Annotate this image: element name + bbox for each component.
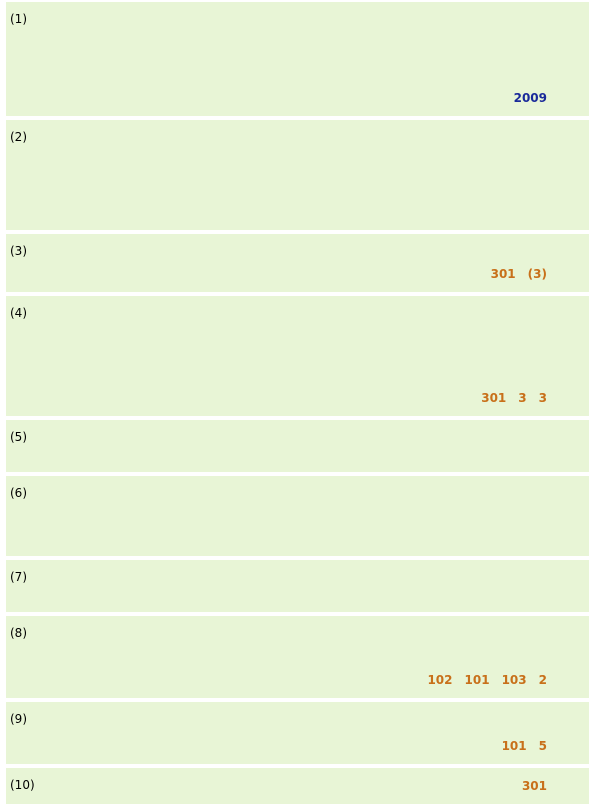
- paragraph-text: [36, 124, 587, 144]
- highlighted-number: 301: [490, 267, 516, 281]
- paragraph-number: (10): [10, 778, 35, 792]
- paragraph-text: [36, 706, 587, 726]
- paragraph-2: [6, 120, 589, 230]
- highlighted-figures: [479, 385, 549, 412]
- paragraph-4: [6, 296, 589, 416]
- paragraph-text: [36, 480, 587, 500]
- highlighted-number: 5: [538, 739, 547, 753]
- highlighted-number: 3: [538, 391, 547, 405]
- highlighted-number: (3): [527, 267, 547, 281]
- paragraph-number: (9): [10, 712, 27, 726]
- highlighted-year: 2009: [513, 91, 547, 105]
- paragraph-number: (7): [10, 570, 27, 584]
- paragraph-text: [36, 620, 587, 640]
- highlighted-number: 103: [501, 673, 527, 687]
- paragraph-8: [6, 616, 589, 698]
- paragraph-number: (2): [10, 130, 27, 144]
- highlighted-number: 301: [521, 779, 547, 793]
- highlighted-number: 301: [481, 391, 507, 405]
- paragraph-number: (3): [10, 244, 27, 258]
- highlighted-number: 101: [501, 739, 527, 753]
- paragraph-9: [6, 702, 589, 764]
- highlighted-figures: [500, 733, 549, 760]
- highlighted-number: 2: [538, 673, 547, 687]
- highlighted-figures: [489, 261, 549, 288]
- paragraph-number: (4): [10, 306, 27, 320]
- paragraph-6: [6, 476, 589, 556]
- paragraph-text: [36, 424, 587, 444]
- paragraph-5: [6, 420, 589, 472]
- highlighted-number: 3: [518, 391, 527, 405]
- paragraph-text: [36, 300, 587, 320]
- paragraph-number: (6): [10, 486, 27, 500]
- paragraph-number: (8): [10, 626, 27, 640]
- highlighted-figures: [425, 667, 549, 694]
- paragraph-10: [6, 768, 589, 804]
- paragraph-3: [6, 234, 589, 292]
- paragraph-text: [36, 238, 587, 258]
- highlighted-number: 102: [427, 673, 453, 687]
- highlighted-number: 101: [464, 673, 490, 687]
- paragraph-1: [6, 2, 589, 116]
- highlighted-figures: [520, 773, 549, 800]
- highlighted-figures: [512, 85, 549, 112]
- paragraph-text: [36, 772, 587, 792]
- paragraph-number: (5): [10, 430, 27, 444]
- paragraph-text: [36, 564, 587, 584]
- paragraph-number: (1): [10, 12, 27, 26]
- paragraph-text: [36, 6, 587, 26]
- paragraph-7: [6, 560, 589, 612]
